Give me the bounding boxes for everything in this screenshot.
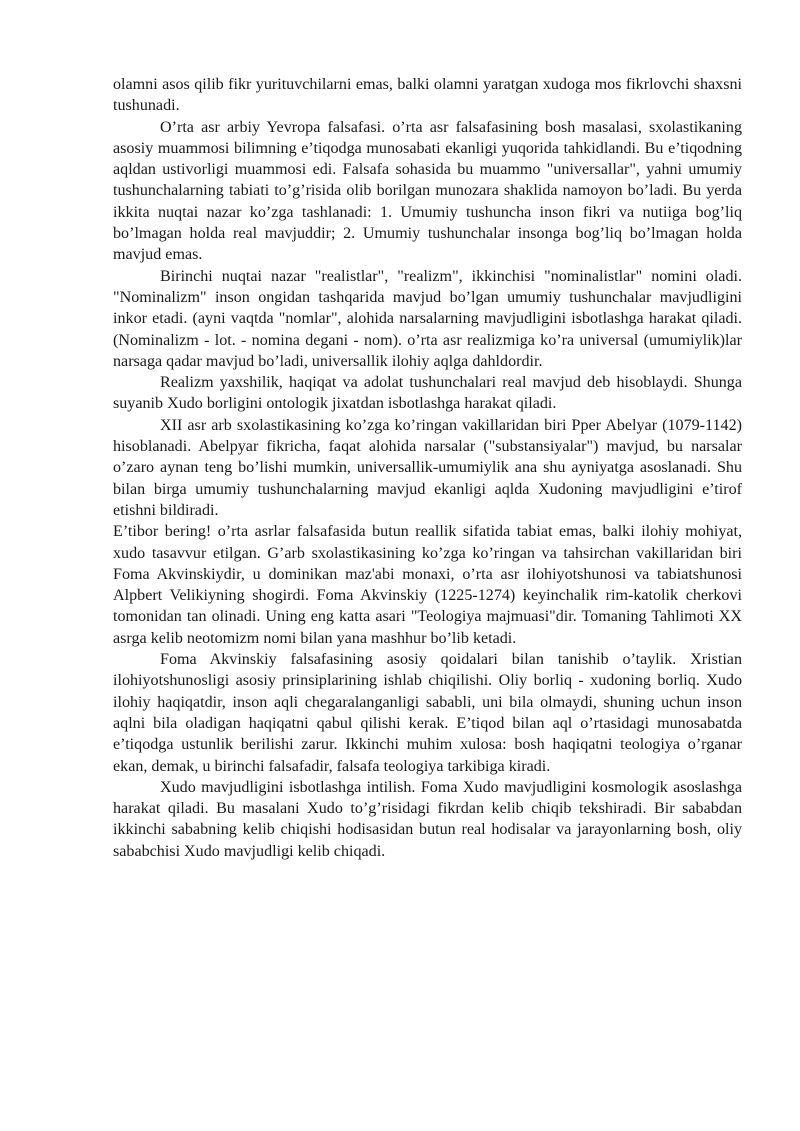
paragraph: Birinchi nuqtai nazar "realistlar", "realizm", ikkinchisi "nominalistlar" nomini oladi. "Nominalizm" inson ongidan tashqarida mavjud bo’lgan umumiy tushunchalar mavjudligini inkor etadi. (ayni vaqtda "nomlar", alohida narsalarning mavjudligini isbotlashga harakat qiladi. (Nominalizm - lot. - nomina degani - nom). o’rta asr realizmiga ko’ra universal (umumiylik)lar narsaga qadar mavjud bo’ladi, universallik ilohiy aqlga dahldordir.: [113, 267, 742, 370]
paragraph: XII asr arb sxolastikasining ko’zga ko’ringan vakillaridan biri Pper Abelyar (1079-1142) hisoblanadi. Abelpyar fikricha, faqat alohida narsalar ("substansiyalar") mavjud, bu narsalar o’zaro aynan teng bo’lishi mumkin, universallik-umumiylik ana shu ayniyatga asoslanadi. Shu bilan birga umumiy tushunchalarning mavjud ekanligi aqlda Xudoning mavjudligini e’tirof etishni bildiradi.: [113, 416, 742, 519]
paragraph: E’tibor bering! o’rta asrlar falsafasida butun reallik sifatida tabiat emas, balki ilohiy mohiyat, xudo tasavvur etilgan. G’arb sxolastikasining ko’zga ko’ringan va tahsirchan vakillaridan biri Foma Akvinskiydir, u dominikan maz'abi monaxi, o’rta asr ilohiyotshunosi va tabiatshunosi Alpbert Velikiyning shogirdi. Foma Akvinskiy (1225-1274) keyinchalik rim-katolik cherkovi tomonidan tan olinadi. Uning eng katta asari "Teologiya majmuasi"dir. Tomaning Tahlimoti XX asrga kelib neotomizm nomi bilan yana mashhur bo’lib ketadi.: [113, 523, 742, 647]
paragraph: Realizm yaxshilik, haqiqat va adolat tushunchalari real mavjud deb hisoblaydi. Shunga suyanib Xudo borligini ontologik jixatdan isbotlashga harakat qiladi.: [113, 374, 742, 413]
paragraph: olamni asos qilib fikr yurituvchilarni emas, balki olamni yaratgan xudoga mos fikrlovchi shaxsni tushunadi.: [113, 76, 742, 115]
document-page: [113, 74, 742, 862]
paragraph: Xudo mavjudligini isbotlashga intilish. Foma Xudo mavjudligini kosmologik asoslashga harakat qiladi. Bu masalani Xudo to’g’risidagi fikrdan kelib chiqib tekshiradi. Bir sababdan ikkinchi sababning kelib chiqishi hodisasidan butun real hodisalar va jarayonlarning bosh, oliy sababchisi Xudo mavjudligi kelib chiqadi.: [113, 778, 742, 860]
paragraph: Foma Akvinskiy falsafasining asosiy qoidalari bilan tanishib o’taylik. Xristian ilohiyotshunosligi asosiy prinsiplarining ishlab chiqilishi. Oliy borliq - xudoning borliq. Xudo ilohiy haqiqatdir, inson aqli chegaralanganligi sababli, uni bila olmaydi, shuning uchun inson aqlni bila oladigan haqiqatni qabul qilishi kerak. E’tiqod bilan aql o’rtasidagi munosabatda e’tiqodga ustunlik berilishi zarur. Ikkinchi muhim xulosa: bosh haqiqatni teologiya o’rganar ekan, demak, u birinchi falsafadir, falsafa teologiya tarkibiga kiradi.: [113, 651, 742, 775]
paragraph: O’rta asr arbiy Yevropa falsafasi. o’rta asr falsafasining bosh masalasi, sxolastikaning asosiy muammosi bilimning e’tiqodga munosabati ekanligi yuqorida tahkidlandi. Bu e’tiqodning aqldan ustivorligi muammosi edi. Falsafa sohasida bu muammo "universallar", yahni umumiy tushunchalarning tabiati to’g’risida olib borilgan munozara shaklida namoyon bo’ladi. Bu yerda ikkita nuqtai nazar ko’zga tashlanadi: 1. Umumiy tushuncha inson fikri va nutiiga bog’liq bo’lmagan holda real mavjuddir; 2. Umumiy tushunchalar insonga bog’liq bo’lmagan holda mavjud emas.: [113, 118, 742, 264]
